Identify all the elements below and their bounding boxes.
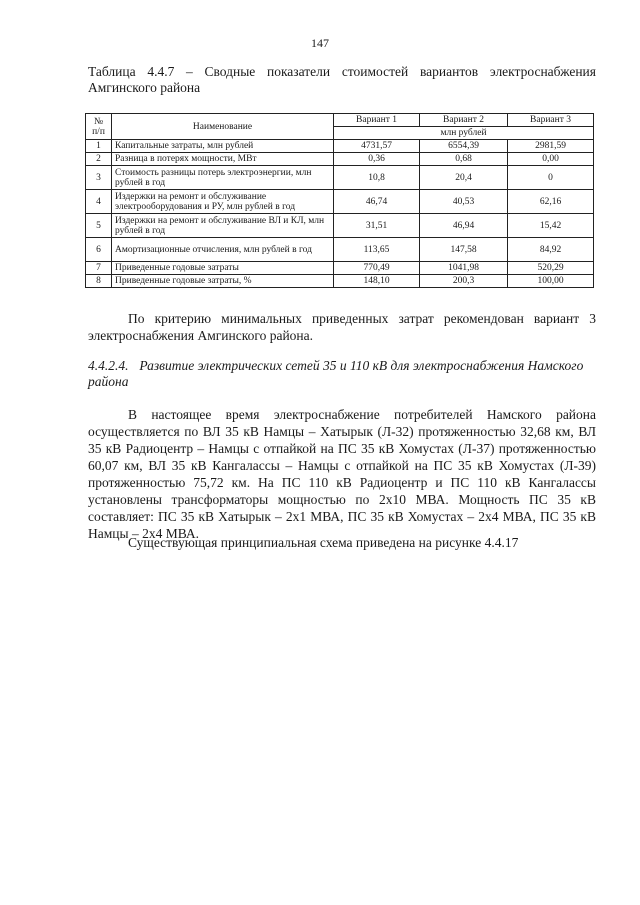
section-number: 4.4.2.4. bbox=[88, 358, 129, 373]
row-value-1: 148,10 bbox=[334, 275, 420, 288]
row-value-2: 0,68 bbox=[420, 153, 508, 166]
row-name: Амортизационные отчисления, млн рублей в год bbox=[112, 238, 334, 262]
section-title: Развитие электрических сетей 35 и 110 кВ для электроснабжения Намского района bbox=[88, 358, 584, 389]
cost-comparison-table bbox=[85, 113, 594, 288]
row-num: 2 bbox=[86, 153, 112, 166]
row-value-3: 15,42 bbox=[508, 214, 594, 238]
row-num: 3 bbox=[86, 166, 112, 190]
row-value-1: 31,51 bbox=[334, 214, 420, 238]
row-value-2: 46,94 bbox=[420, 214, 508, 238]
row-value-3: 2981,59 bbox=[508, 140, 594, 153]
row-value-1: 770,49 bbox=[334, 262, 420, 275]
row-num: 7 bbox=[86, 262, 112, 275]
table-row bbox=[86, 153, 594, 166]
header-variant-2: Вариант 2 bbox=[420, 114, 508, 127]
row-value-1: 0,36 bbox=[334, 153, 420, 166]
header-variant-1: Вариант 1 bbox=[334, 114, 420, 127]
row-value-3: 0,00 bbox=[508, 153, 594, 166]
row-name: Приведенные годовые затраты, % bbox=[112, 275, 334, 288]
header-unit: млн рублей bbox=[334, 127, 594, 140]
row-value-2: 1041,98 bbox=[420, 262, 508, 275]
row-value-1: 113,65 bbox=[334, 238, 420, 262]
row-name: Издержки на ремонт и обслуживание электрооборудования и РУ, млн рублей в год bbox=[112, 190, 334, 214]
table-caption: Таблица 4.4.7 – Сводные показатели стоимостей вариантов электроснабжения Амгинского района bbox=[88, 64, 596, 95]
header-name: Наименование bbox=[112, 114, 334, 140]
section-heading bbox=[88, 358, 596, 390]
row-value-2: 6554,39 bbox=[420, 140, 508, 153]
table-row bbox=[86, 166, 594, 190]
row-value-1: 10,8 bbox=[334, 166, 420, 190]
row-name: Стоимость разницы потерь электроэнергии, млн рублей в год bbox=[112, 166, 334, 190]
header-variant-3: Вариант 3 bbox=[508, 114, 594, 127]
row-name: Разница в потерях мощности, МВт bbox=[112, 153, 334, 166]
table-row bbox=[86, 190, 594, 214]
row-name: Издержки на ремонт и обслуживание ВЛ и КЛ, млн рублей в год bbox=[112, 214, 334, 238]
row-name: Капитальные затраты, млн рублей bbox=[112, 140, 334, 153]
row-value-2: 40,53 bbox=[420, 190, 508, 214]
row-num: 4 bbox=[86, 190, 112, 214]
table-header-row bbox=[86, 114, 594, 127]
row-value-3: 100,00 bbox=[508, 275, 594, 288]
row-name: Приведенные годовые затраты bbox=[112, 262, 334, 275]
table-row bbox=[86, 262, 594, 275]
conclusion-paragraph: По критерию минимальных приведенных затрат рекомендован вариант 3 электроснабжения Амгинского района. bbox=[88, 311, 596, 343]
table-row bbox=[86, 238, 594, 262]
row-value-1: 46,74 bbox=[334, 190, 420, 214]
row-value-3: 62,16 bbox=[508, 190, 594, 214]
figure-reference-paragraph: Существующая принципиальная схема приведена на рисунке 4.4.17 bbox=[128, 535, 519, 550]
header-num: № п/п bbox=[86, 114, 112, 140]
body-paragraph: В настоящее время электроснабжение потребителей Намского района осуществляется по ВЛ 35 кВ Намцы – Хатырык (Л-32) протяженностью 32,68 км, ВЛ 35 кВ Радиоцентр – Намцы с отпайкой на ПС 35 кВ Хомустах (Л-37) протяженностью 60,07 км, ВЛ 35 кВ Кангалассы – Намцы с отпайкой на ПС 35 кВ Хомустах (Л-39) протяженностью 75,72 км. На ПС 110 кВ Радиоцентр и ПС 110 кВ Кангалассы установлены трансформаторы мощностью по 2х10 МВА. Мощность ПС 35 кВ составляет: ПС 35 кВ Хатырык – 2х1 МВА, ПС 35 кВ Хомустах – 2х4 МВА, ПС 35 кВ Намцы – 2х4 МВА. bbox=[88, 407, 596, 541]
row-value-3: 0 bbox=[508, 166, 594, 190]
row-num: 1 bbox=[86, 140, 112, 153]
table-row bbox=[86, 214, 594, 238]
row-value-2: 147,58 bbox=[420, 238, 508, 262]
row-num: 5 bbox=[86, 214, 112, 238]
page-number: 147 bbox=[311, 36, 329, 50]
row-num: 8 bbox=[86, 275, 112, 288]
row-value-3: 520,29 bbox=[508, 262, 594, 275]
row-num: 6 bbox=[86, 238, 112, 262]
row-value-2: 200,3 bbox=[420, 275, 508, 288]
row-value-2: 20,4 bbox=[420, 166, 508, 190]
row-value-1: 4731,57 bbox=[334, 140, 420, 153]
row-value-3: 84,92 bbox=[508, 238, 594, 262]
table-row bbox=[86, 140, 594, 153]
table-row bbox=[86, 275, 594, 288]
